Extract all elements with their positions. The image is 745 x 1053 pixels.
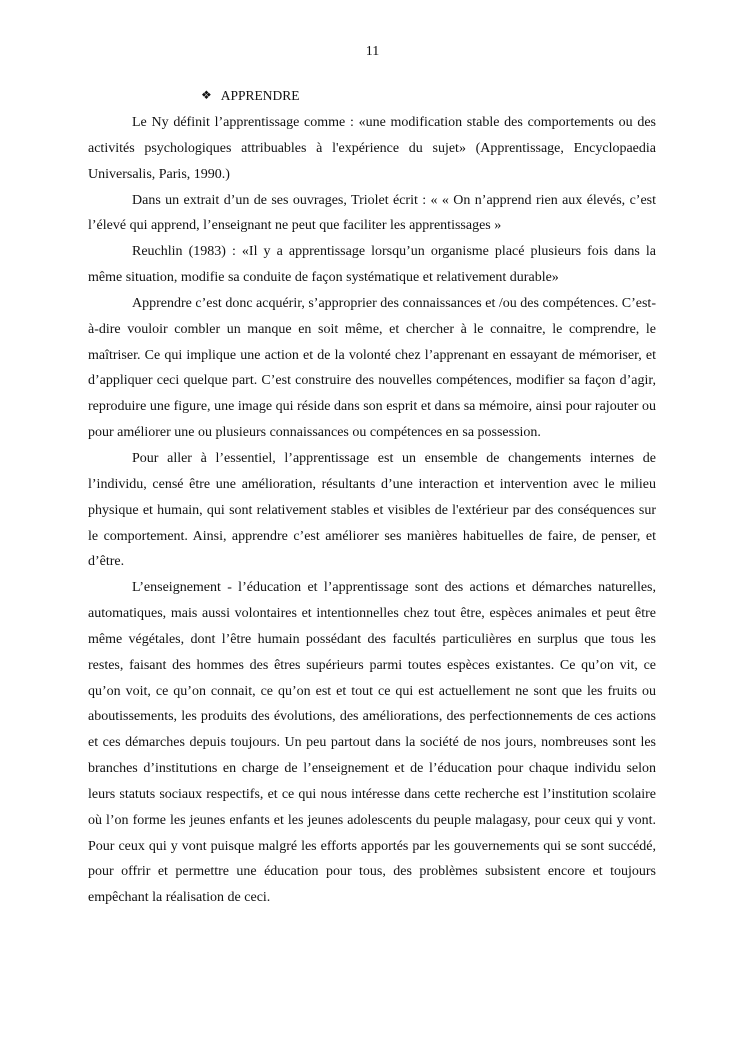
diamond-bullet-icon: ❖ — [201, 88, 212, 102]
paragraph-apprendre-definition: Apprendre c’est donc acquérir, s’approprier des connaissances et /ou des compétences. C’est-à-dire vouloir combler un manque en soit même, et chercher à le connaitre, le comprendre, le maîtriser. Ce qui implique une action et de la volonté chez l’apprenant en essayant de mémoriser, et d’appliquer ceci quelque part. C’est construire des nouvelles compétences, modifier sa façon d’agir, reproduire une figure, une image qui réside dans son esprit et dans sa mémoire, ainsi pour rajouter ou pour améliorer une ou plusieurs connaissances ou compétences en sa possession. — [88, 295, 656, 441]
paragraph-enseignement-education: L’enseignement - l’éducation et l’apprentissage sont des actions et démarches naturelles, automatiques, mais aussi volontaires et intentionnelles chez tout être, espèces animales et peut être même végétales, dont l’être humain possédant des facultés particulières en surplus que tous les restes, faisant des hommes des êtres supérieurs parmi toutes espèces existantes. Ce qu’on vit, ce qu’on voit, ce qu’on connait, ce qu’on est et tout ce qui est actuellement ne sont que les fruits ou aboutissements, les produits des évolutions, des améliorations, des perfectionnements de ces actions et ces démarches depuis toujours. Un peu partout dans la société de nos jours, nombreuses sont les branches d’institutions en charge de l’enseignement et de l’éducation pour chaque individu selon leurs statuts sociaux respectifs, et ce qui nous intéresse dans cette recherche est l’institution scolaire où l’on forme les jeunes enfants et les jeunes adolescents du peuple malagasy, pour ceux qui y vont. Pour ceux qui y vont puisque malgré les efforts apportés par les gouvernements qui se sont succédé, pour offrir et permettre une éducation pour tous, des problèmes subsistent encore et toujours empêchant la réalisation de ceci. — [88, 580, 656, 906]
paragraph-reuchlin-quote: Reuchlin (1983) : «Il y a apprentissage lorsqu’un organisme placé plusieurs fois dans la même situation, modifie sa conduite de façon systématique et relativement durable» — [88, 244, 656, 286]
section-heading-title: APPRENDRE — [220, 88, 300, 103]
body-text — [88, 110, 656, 911]
paragraph-definition-le-ny: Le Ny définit l’apprentissage comme : «une modification stable des comportements ou des activités psychologiques attribuables à l'expérience du sujet» (Apprentissage, Encyclopaedia Universalis, Paris, 1990.) — [88, 115, 656, 182]
paragraph-triolet-quote: Dans un extrait d’un de ses ouvrages, Triolet écrit : « « On n’apprend rien aux élevés, c’est l’élevé qui apprend, l’enseignant ne peut que faciliter les apprentissages » — [88, 192, 656, 234]
paragraph-essentiel: Pour aller à l’essentiel, l’apprentissage est un ensemble de changements internes de l’individu, censé être une amélioration, résultants d’une interaction et intervention avec le milieu physique et humain, qui sont relativement stables et visibles de l'extérieur par des conséquences sur le comportement. Ainsi, apprendre c’est améliorer ses manières habituelles de faire, de penser, et d’être. — [88, 450, 656, 570]
page-number: 11 — [365, 44, 380, 59]
section-heading — [201, 86, 300, 106]
